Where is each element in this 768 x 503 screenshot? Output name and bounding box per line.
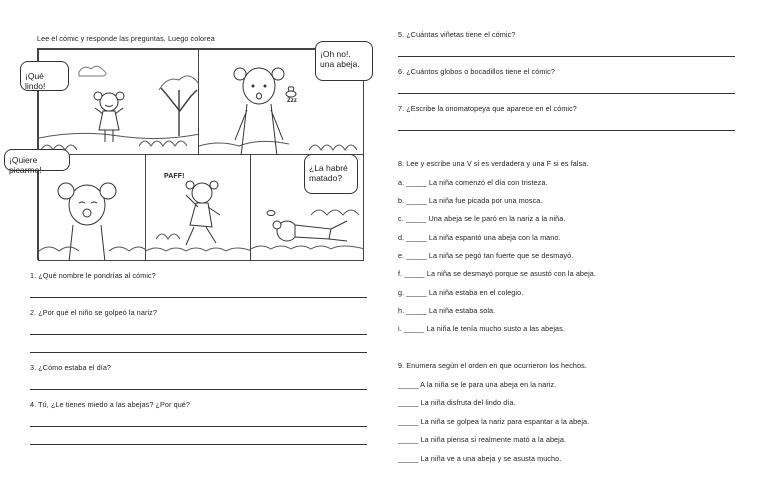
bubble-2-text-1: ¡Oh no!, xyxy=(320,49,351,59)
answer-line-2b[interactable] xyxy=(30,352,367,353)
question-2: 2. ¿Por qué el niño se golpeó la nariz? xyxy=(30,308,157,317)
bubble-1-text: ¡Qué lindo! xyxy=(25,71,46,91)
q8-item-h[interactable]: h. _____ La niña estaba sola. xyxy=(398,306,496,315)
question-3: 3. ¿Cómo estaba el día? xyxy=(30,363,112,372)
speech-bubble-3 xyxy=(4,149,70,175)
instructions: Lee el cómic y responde las preguntas. Luego colorea xyxy=(37,34,215,43)
answer-line-4a[interactable] xyxy=(30,426,367,427)
answer-line-7[interactable] xyxy=(398,130,735,131)
sfx-zzz: Zzz xyxy=(287,98,297,104)
comic-panel-4 xyxy=(145,154,251,261)
bubble-4-text-2: matado? xyxy=(309,173,343,183)
comic-strip xyxy=(9,48,363,260)
answer-line-6[interactable] xyxy=(398,93,735,94)
bubble-4-text-1: ¿La habré xyxy=(309,163,348,173)
answer-line-5[interactable] xyxy=(398,56,735,57)
q8-item-g[interactable]: g. _____ La niña estaba en el colegio. xyxy=(398,288,524,297)
question-1: 1. ¿Qué nombre le pondrías al cómic? xyxy=(30,271,156,280)
q9-item-3[interactable]: _____ La niña se golpea la nariz para espantar a la abeja. xyxy=(398,417,590,426)
q8-item-b[interactable]: b. _____ La niña fue picada por una mosca. xyxy=(398,196,543,205)
answer-line-4b[interactable] xyxy=(30,444,367,445)
speech-bubble-4 xyxy=(304,154,358,194)
bubble-2-text-2: una abeja. xyxy=(320,59,360,69)
sfx-paf: PAFF! xyxy=(164,173,185,180)
q8-item-d[interactable]: d. _____ La niña espantó una abeja con la mano. xyxy=(398,233,561,242)
q8-item-e[interactable]: e. _____ La niña se pegó tan fuerte que se desmayó. xyxy=(398,251,574,260)
answer-line-3[interactable] xyxy=(30,389,367,390)
q9-item-5[interactable]: _____ La niña ve a una abeja y se asusta mucho. xyxy=(398,454,562,463)
answer-line-1[interactable] xyxy=(30,297,367,298)
question-4: 4. Tú, ¿Le tienes miedo a las abejas? ¿Por qué? xyxy=(30,400,190,409)
question-9-title: 9. Enumera según el orden en que ocurrieron los hechos. xyxy=(398,361,587,370)
q8-item-c[interactable]: c. _____ Una abeja se le paró en la nariz a la niña. xyxy=(398,214,566,223)
q9-item-1[interactable]: _____ A la niña se le para una abeja en la nariz. xyxy=(398,380,557,389)
q9-item-4[interactable]: _____ La niña piensa si realmente mató a la abeja. xyxy=(398,435,567,444)
question-7: 7. ¿Escribe la onomatopeya que aparece en el cómic? xyxy=(398,104,577,113)
question-5: 5. ¿Cuántas viñetas tiene el cómic? xyxy=(398,30,516,39)
speech-bubble-2 xyxy=(315,41,373,81)
speech-bubble-1 xyxy=(20,61,69,91)
bubble-3-text: ¡Quiere picarme! xyxy=(9,155,42,175)
q9-item-2[interactable]: _____ La niña disfruta del lindo día. xyxy=(398,398,516,407)
q8-item-i[interactable]: i. _____ La niña le tenía mucho susto a las abejas. xyxy=(398,324,565,333)
q8-item-a[interactable]: a. _____ La niña comenzó el día con tristeza. xyxy=(398,178,548,187)
question-8-title: 8. Lee y escribe una V si es verdadera y una F si es falsa. xyxy=(398,159,589,168)
q8-item-f[interactable]: f. _____ La niña se desmayó porque se asustó con la abeja. xyxy=(398,269,596,278)
question-6: 6. ¿Cuántos globos o bocadillos tiene el cómic? xyxy=(398,67,555,76)
panel-4-drawing xyxy=(146,155,251,261)
answer-line-2a[interactable] xyxy=(30,334,367,335)
